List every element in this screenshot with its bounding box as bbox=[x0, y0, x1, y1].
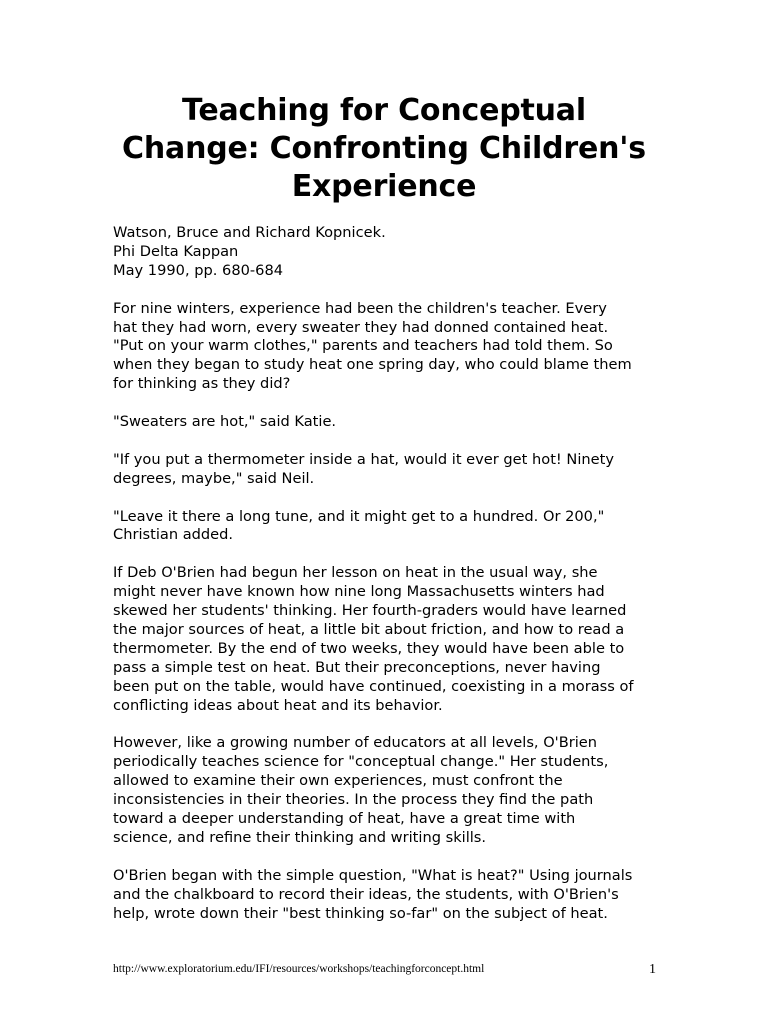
paragraph-line: thermometer. By the end of two weeks, they would have been able to bbox=[113, 639, 625, 657]
paragraph-intro bbox=[113, 300, 673, 395]
paragraph-line: for thinking as they did? bbox=[113, 375, 291, 393]
title-line: Teaching for Conceptual bbox=[182, 93, 586, 128]
title-line: Change: Confronting Children's bbox=[122, 131, 646, 166]
paragraph-line: If Deb O'Brien had begun her lesson on heat in the usual way, she bbox=[113, 564, 598, 582]
paragraph-line: science, and refine their thinking and writing skills. bbox=[113, 828, 487, 846]
citation-date-pages: May 1990, pp. 680-684 bbox=[113, 261, 284, 279]
paragraph-line: the major sources of heat, a little bit about friction, and how to read a bbox=[113, 620, 625, 638]
paragraph-line: For nine winters, experience had been the children's teacher. Every bbox=[113, 299, 607, 317]
paragraph-christian-quote bbox=[113, 508, 673, 546]
paragraph-line: when they began to study heat one spring day, who could blame them bbox=[113, 356, 632, 374]
paragraph-line: help, wrote down their "best thinking so-far" on the subject of heat. bbox=[113, 904, 608, 922]
title-line: Experience bbox=[291, 169, 477, 204]
citation-authors: Watson, Bruce and Richard Kopnicek. bbox=[113, 224, 386, 241]
paragraph-line: degrees, maybe," said Neil. bbox=[113, 469, 315, 487]
citation-journal: Phi Delta Kappan bbox=[113, 242, 239, 260]
paragraph-line: conflicting ideas about heat and its behavior. bbox=[113, 696, 443, 714]
paragraph-line: allowed to examine their own experiences, must confront the bbox=[113, 772, 563, 790]
paragraph-line: pass a simple test on heat. But their preconceptions, never having bbox=[113, 658, 601, 676]
paragraph-what-is-heat bbox=[113, 867, 673, 924]
page-number: 1 bbox=[649, 962, 656, 977]
paragraph-line: periodically teaches science for "conceptual change." Her students, bbox=[113, 753, 609, 771]
paragraph-line: might never have known how nine long Massachusetts winters had bbox=[113, 583, 605, 601]
document-body bbox=[113, 224, 673, 923]
paragraph-line: Christian added. bbox=[113, 526, 234, 544]
paragraph-line: toward a deeper understanding of heat, have a great time with bbox=[113, 810, 576, 827]
paragraph-katie-quote bbox=[113, 413, 673, 432]
paragraph-conceptual-change bbox=[113, 734, 673, 847]
paragraph-line: "Put on your warm clothes," parents and teachers had told them. So bbox=[113, 337, 613, 355]
document-title bbox=[60, 92, 708, 206]
paragraph-neil-quote bbox=[113, 451, 673, 489]
paragraph-line: However, like a growing number of educators at all levels, O'Brien bbox=[113, 734, 597, 752]
paragraph-line: inconsistencies in their theories. In the process they find the path bbox=[113, 791, 594, 809]
paragraph-line: O'Brien began with the simple question, "What is heat?" Using journals bbox=[113, 866, 633, 884]
paragraph-line: "If you put a thermometer inside a hat, would it ever get hot! Ninety bbox=[113, 450, 614, 468]
citation-block bbox=[113, 224, 673, 281]
paragraph-line: "Leave it there a long tune, and it might get to a hundred. Or 200," bbox=[113, 507, 605, 525]
paragraph-line: skewed her students' thinking. Her fourth-graders would have learned bbox=[113, 602, 627, 620]
paragraph-line: "Sweaters are hot," said Katie. bbox=[113, 413, 337, 431]
footer-source-url: http://www.exploratorium.edu/IFI/resources/workshops/teachingforconcept.html bbox=[113, 963, 485, 975]
paragraph-line: and the chalkboard to record their ideas, the students, with O'Brien's bbox=[113, 885, 619, 903]
paragraph-usual-lesson bbox=[113, 564, 673, 715]
paragraph-line: hat they had worn, every sweater they had donned contained heat. bbox=[113, 318, 609, 336]
paragraph-line: been put on the table, would have continued, coexisting in a morass of bbox=[113, 677, 634, 695]
